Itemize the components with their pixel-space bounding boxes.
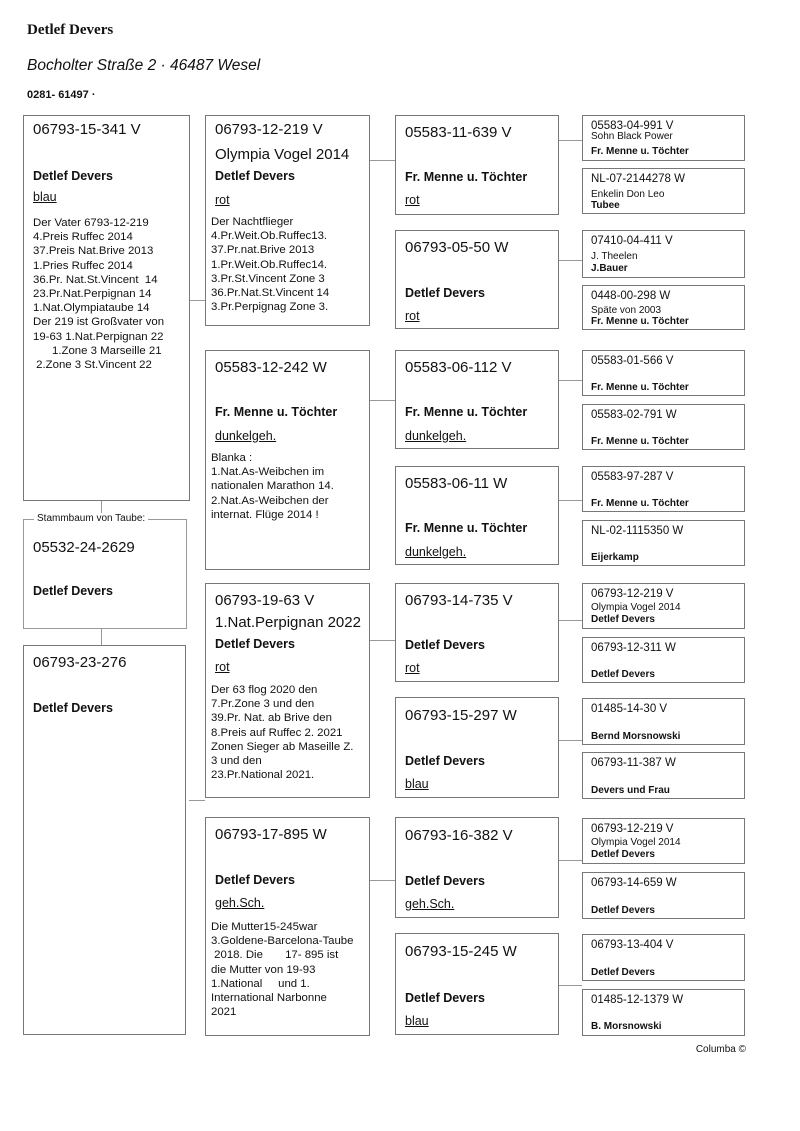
- ancestor-card: [582, 115, 745, 161]
- ancestor-ring: 05583-01-566 V: [591, 355, 674, 367]
- great-grandparent-card: [395, 697, 559, 798]
- ancestor-card: [582, 583, 745, 629]
- grandparent-title: 1.Nat.Perpignan 2022: [215, 614, 361, 631]
- ancestor-owner: Eijerkamp: [591, 552, 639, 563]
- great-grandparent-color: blau: [405, 777, 429, 791]
- great-grandparent-owner: Fr. Menne u. Töchter: [405, 405, 528, 419]
- ancestor-name: J. Theelen: [591, 251, 638, 262]
- breeder-name: Detlef Devers: [27, 22, 114, 38]
- great-grandparent-color: geh.Sch.: [405, 897, 455, 911]
- great-grandparent-ring: 06793-16-382 V: [405, 827, 513, 844]
- grandparent-card: [205, 115, 370, 326]
- ancestor-owner: Detlef Devers: [591, 669, 655, 680]
- father-color: blau: [33, 190, 57, 204]
- great-grandparent-ring: 05583-11-639 V: [405, 124, 512, 141]
- great-grandparent-owner: Fr. Menne u. Töchter: [405, 521, 528, 535]
- ancestor-name: Olympia Vogel 2014: [591, 602, 681, 613]
- great-grandparent-ring: 05583-06-11 W: [405, 475, 508, 492]
- connector-line: [558, 500, 582, 501]
- ancestor-card: [582, 168, 745, 214]
- connector-line: [369, 880, 395, 881]
- ancestor-owner: Detlef Devers: [591, 614, 655, 625]
- great-grandparent-owner: Detlef Devers: [405, 638, 485, 652]
- connector-line: [189, 800, 205, 801]
- ancestor-card: [582, 230, 745, 278]
- great-grandparent-card: [395, 115, 559, 215]
- great-grandparent-color: dunkelgeh.: [405, 545, 467, 559]
- grandparent-owner: Fr. Menne u. Töchter: [215, 405, 338, 419]
- copyright: Columba ©: [695, 1044, 746, 1055]
- great-grandparent-color: rot: [405, 309, 420, 323]
- great-grandparent-card: [395, 466, 559, 565]
- grandparent-owner: Detlef Devers: [215, 169, 295, 183]
- grandparent-ring: 06793-17-895 W: [215, 826, 327, 843]
- ancestor-card: [582, 989, 745, 1036]
- breeder-address: Bocholter Straße 2 · 46487 Wesel: [27, 57, 261, 74]
- mother-owner: Detlef Devers: [33, 701, 113, 715]
- ancestor-owner: J.Bauer: [591, 263, 628, 274]
- ancestor-owner: Fr. Menne u. Töchter: [591, 382, 689, 393]
- ancestor-ring: 01485-14-30 V: [591, 703, 668, 715]
- ancestor-card: [582, 404, 745, 450]
- great-grandparent-ring: 06793-15-297 W: [405, 707, 517, 724]
- grandparent-ring: 06793-12-219 V: [215, 121, 323, 138]
- grandparent-color: geh.Sch.: [215, 896, 265, 910]
- grandparent-owner: Detlef Devers: [215, 873, 295, 887]
- great-grandparent-owner: Detlef Devers: [405, 874, 485, 888]
- grandparent-owner: Detlef Devers: [215, 637, 295, 651]
- grandparent-color: dunkelgeh.: [215, 429, 277, 443]
- ancestor-card: [582, 818, 745, 864]
- ancestor-ring: 06793-14-659 W: [591, 877, 677, 889]
- grandparent-notes: Der Nachtflieger 4.Pr.Weit.Ob.Ruffec13. 37.Pr.nat.Brive 2013 1.Pr.Weit.Ob.Ruffec14. 3.Pr.St.Vincent Zone 3 36.Pr.Nat.St.Vincent 14 3.Pr.Perpignag Zone 3.: [211, 216, 330, 314]
- ancestor-card: [582, 637, 745, 683]
- ancestor-card: [582, 350, 745, 396]
- father-owner: Detlef Devers: [33, 169, 113, 183]
- great-grandparent-ring: 06793-14-735 V: [405, 592, 513, 609]
- ancestor-owner: Fr. Menne u. Töchter: [591, 146, 689, 157]
- grandparent-card: [205, 817, 370, 1036]
- great-grandparent-card: [395, 817, 559, 918]
- mother-card: [23, 645, 186, 1035]
- connector-line: [558, 140, 582, 141]
- ancestor-ring: 01485-12-1379 W: [591, 994, 684, 1006]
- connector-line: [558, 740, 582, 741]
- ancestor-ring: NL-02-1115350 W: [591, 525, 684, 537]
- connector-line: [101, 628, 102, 645]
- father-card: [23, 115, 190, 501]
- ancestor-ring: 06793-11-387 W: [591, 757, 676, 769]
- ancestor-ring: NL-07-2144278 W: [591, 173, 685, 185]
- great-grandparent-color: blau: [405, 1014, 429, 1028]
- great-grandparent-owner: Detlef Devers: [405, 286, 485, 300]
- connector-line: [558, 985, 582, 986]
- ancestor-owner: Bernd Morsnowski: [591, 731, 681, 742]
- ancestor-ring: 0448-00-298 W: [591, 290, 671, 302]
- ancestor-owner: Fr. Menne u. Töchter: [591, 316, 689, 327]
- connector-line: [558, 380, 582, 381]
- ancestor-card: [582, 285, 745, 330]
- ancestor-ring: 06793-12-219 V: [591, 588, 674, 600]
- ancestor-card: [582, 520, 745, 566]
- grandparent-card: [205, 350, 370, 570]
- ancestor-owner: Devers und Frau: [591, 785, 670, 796]
- ancestor-ring: 06793-12-219 V: [591, 823, 674, 835]
- grandparent-color: rot: [215, 660, 230, 674]
- breeder-phone: 0281- 61497 ·: [27, 89, 96, 101]
- ancestor-ring: 07410-04-411 V: [591, 235, 673, 247]
- pedigree-label: Stammbaum von Taube:: [34, 513, 148, 524]
- ancestor-card: [582, 934, 745, 981]
- connector-line: [369, 640, 395, 641]
- great-grandparent-owner: Detlef Devers: [405, 991, 485, 1005]
- ancestor-card: [582, 466, 745, 512]
- ancestor-name: Späte von 2003: [591, 305, 662, 316]
- subject-card: [23, 513, 187, 629]
- ancestor-ring: 06793-13-404 V: [591, 939, 674, 951]
- grandparent-notes: Blanka : 1.Nat.As-Weibchen im nationalen Marathon 14. 2.Nat.As-Weibchen der internat. Flüge 2014 !: [211, 452, 334, 521]
- ancestor-card: [582, 752, 745, 799]
- great-grandparent-owner: Detlef Devers: [405, 754, 485, 768]
- ancestor-card: [582, 872, 745, 919]
- grandparent-card: [205, 583, 370, 798]
- great-grandparent-color: rot: [405, 661, 420, 675]
- connector-line: [558, 620, 582, 621]
- grandparent-ring: 06793-19-63 V: [215, 592, 315, 609]
- ancestor-owner: Detlef Devers: [591, 905, 655, 916]
- great-grandparent-ring: 05583-06-112 V: [405, 359, 512, 376]
- connector-line: [369, 400, 395, 401]
- grandparent-title: Olympia Vogel 2014: [215, 146, 350, 163]
- great-grandparent-card: [395, 230, 559, 329]
- subject-owner: Detlef Devers: [33, 584, 113, 598]
- father-ring: 06793-15-341 V: [33, 121, 141, 138]
- ancestor-name: Olympia Vogel 2014: [591, 837, 681, 848]
- great-grandparent-owner: Fr. Menne u. Töchter: [405, 170, 528, 184]
- grandparent-color: rot: [215, 193, 230, 207]
- connector-line: [189, 300, 205, 301]
- grandparent-notes: Die Mutter15-245war 3.Goldene-Barcelona-Taube 2018. Die 17- 895 ist die Mutter von 19-93 1.National und 1. International Narbonne 2021: [211, 921, 354, 1019]
- ancestor-name: Enkelin Don Leo: [591, 189, 665, 200]
- ancestor-owner: Tubee: [591, 200, 620, 211]
- great-grandparent-card: [395, 583, 559, 682]
- ancestor-ring: 06793-12-311 W: [591, 642, 676, 654]
- connector-line: [369, 160, 395, 161]
- great-grandparent-color: rot: [405, 193, 420, 207]
- great-grandparent-ring: 06793-05-50 W: [405, 239, 509, 256]
- connector-line: [558, 860, 582, 861]
- ancestor-ring: 05583-02-791 W: [591, 409, 677, 421]
- great-grandparent-card: [395, 933, 559, 1035]
- ancestor-owner: Fr. Menne u. Töchter: [591, 498, 689, 509]
- grandparent-notes: Der 63 flog 2020 den 7.Pr.Zone 3 und den 39.Pr. Nat. ab Brive den 8.Preis auf Ruffec 2. 2021 Zonen Sieger ab Maseille Z. 3 und den 23.Pr.National 2021.: [211, 684, 354, 782]
- ancestor-owner: B. Morsnowski: [591, 1021, 662, 1032]
- ancestor-card: [582, 698, 745, 745]
- ancestor-name: Sohn Black Power: [591, 131, 673, 142]
- great-grandparent-ring: 06793-15-245 W: [405, 943, 517, 960]
- great-grandparent-card: [395, 350, 559, 449]
- great-grandparent-color: dunkelgeh.: [405, 429, 467, 443]
- subject-ring: 05532-24-2629: [33, 539, 135, 556]
- ancestor-owner: Detlef Devers: [591, 849, 655, 860]
- ancestor-ring: 05583-04-991 V: [591, 120, 674, 132]
- ancestor-owner: Fr. Menne u. Töchter: [591, 436, 689, 447]
- father-notes: Der Vater 6793-12-219 4.Preis Ruffec 2014 37.Preis Nat.Brive 2013 1.Pries Ruffec 2014 36.Pr. Nat.St.Vincent 14 23.Pr.Nat.Perpignan 14 1.Nat.Olympiataube 14 Der 219 ist Großvater von 19-63 1.Nat.Perpignan 22 1.Zone 3 Marseille 21 2.Zone 3 St.Vincent 22: [33, 217, 165, 372]
- ancestor-owner: Detlef Devers: [591, 967, 655, 978]
- mother-ring: 06793-23-276: [33, 654, 127, 671]
- grandparent-ring: 05583-12-242 W: [215, 359, 327, 376]
- connector-line: [558, 260, 582, 261]
- ancestor-ring: 05583-97-287 V: [591, 471, 674, 483]
